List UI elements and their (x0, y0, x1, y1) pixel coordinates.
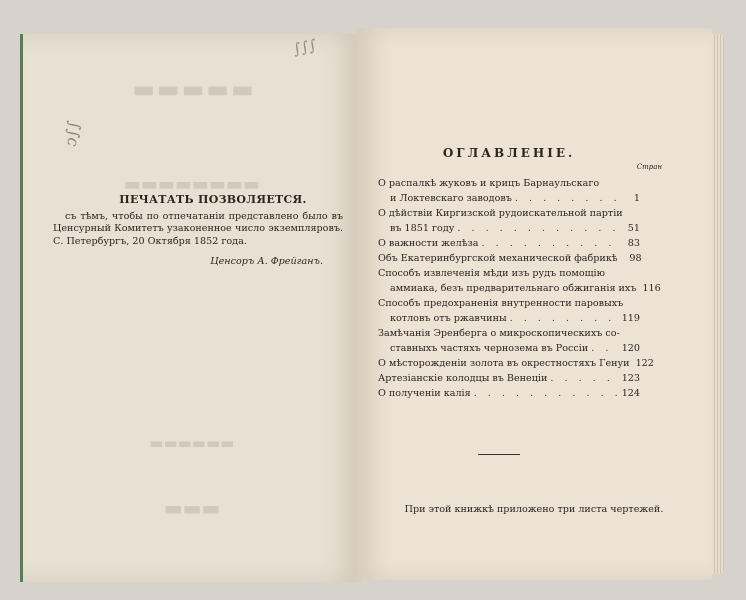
toc-entry-line (378, 281, 661, 296)
toc-entry-line (378, 386, 640, 401)
leader-dots (482, 236, 620, 251)
toc-page-number: 1 (633, 193, 640, 204)
show-through-title: ▬▬▬▬▬ (130, 74, 254, 103)
toc-entry-line (378, 356, 654, 371)
toc-entry-line (378, 311, 640, 326)
page-edges (712, 34, 724, 574)
toc-entry (378, 386, 640, 401)
toc-entry-line (378, 251, 640, 266)
toc-page-number: 98 (629, 253, 642, 264)
toc-page-number: 124 (621, 388, 640, 399)
toc-entry-text: котловъ отъ ржавчины (390, 313, 507, 324)
leader-dots (457, 221, 619, 236)
toc-entry-line (378, 296, 640, 311)
leader-dots (515, 191, 619, 206)
toc-entry-line (378, 221, 640, 236)
toc-entry-line (378, 236, 640, 251)
toc-entry-line (378, 341, 640, 356)
toc-entry (378, 296, 640, 326)
censor-heading: ПЕЧАТАТЬ ПОЗВОЛЯЕТСЯ. (119, 193, 307, 206)
toc-entry (378, 356, 654, 371)
left-page (20, 34, 361, 582)
toc-entry-text: и Локтевскаго заводовъ (390, 193, 512, 204)
censor-text: съ тѣмъ, чтобы по отпечатаніи представлено было въ Ценсурный Комитетъ узаконенное число экземпляровъ. С. Петербургъ, 20 Октября 1852 года. (53, 210, 343, 247)
right-page (356, 28, 712, 580)
toc-entry (378, 326, 640, 356)
toc-entry-text: Артезіанскіе колодцы въ Венеціи (378, 373, 548, 384)
page-column-header: Стран (636, 163, 662, 171)
toc-page-number: 123 (621, 373, 640, 384)
toc-entry-text: въ 1851 году (390, 223, 455, 234)
toc-entry-text: ставныхъ частяхъ чернозема въ Россіи (390, 343, 589, 354)
pencil-mark-top: ∫∫∫ (291, 35, 319, 59)
toc-page-number: 122 (635, 358, 654, 369)
leader-dots (510, 311, 619, 326)
leader-dots (550, 371, 618, 386)
toc-entry (378, 266, 661, 296)
toc-entry-text: О полученіи калія (378, 388, 471, 399)
toc-entry-text: О дѣйствіи Киргизской рудоискательной партіи (378, 208, 623, 219)
toc-page-number: 120 (621, 343, 640, 354)
toc-entry-text: Способъ извлеченія мѣди изъ рудъ помощію (378, 268, 605, 279)
toc-entry-text: аммиака, безъ предварительнаго обжиганія ихъ (390, 283, 637, 294)
toc-entry-text: Замѣчанія Эренберга о микроскопическихъ со- (378, 328, 620, 339)
toc-entry-line (378, 266, 640, 281)
censor-signature: Ценсоръ А. Фрейганъ. (210, 256, 323, 267)
toc-entry (378, 176, 640, 206)
toc-entry-text: Способъ предохраненія внутренности паровыхъ (378, 298, 624, 309)
show-through-text: ▬▬▬▬▬▬▬▬ (123, 174, 261, 195)
censor-approval (53, 194, 343, 269)
toc-list (378, 176, 661, 401)
toc-entry-text: Объ Екатеринбургской механической фабрикѣ (378, 253, 618, 264)
toc-page-number: 116 (642, 283, 661, 294)
toc-entry-text: О распалкѣ жуковъ и крицъ Барнаульскаго (378, 178, 600, 189)
toc-entry-line (378, 371, 640, 386)
toc-entry (378, 251, 640, 266)
open-book (18, 26, 726, 584)
toc-title: ОГЛАВЛЕНІЕ. (442, 146, 576, 160)
toc-entry-line (378, 176, 640, 191)
toc-entry (378, 236, 640, 251)
show-through-imprint: ▬▬▬▬▬▬ (149, 434, 235, 452)
drawings-note: При этой книжкѣ приложено три листа чертежей. (404, 504, 664, 515)
toc-entry-line (378, 191, 640, 206)
toc-entry-text: О важности желѣза (378, 238, 479, 249)
leader-dots (591, 341, 618, 356)
pencil-mark: ↄ∫∫ (60, 119, 84, 148)
toc-entry (378, 206, 640, 236)
toc-entry-line (378, 206, 640, 221)
toc-page-number: 119 (621, 313, 640, 324)
toc-entry-text: О мѣсторожденіи золота въ окрестностяхъ Генуи (378, 358, 630, 369)
toc-entry-line (378, 326, 640, 341)
show-through-year: ▬▬▬ (163, 496, 221, 520)
toc-page-number: 83 (627, 238, 640, 249)
toc-page-number: 51 (627, 223, 640, 234)
divider-rule (478, 454, 520, 455)
leader-dots (474, 386, 619, 401)
toc-entry (378, 371, 640, 386)
